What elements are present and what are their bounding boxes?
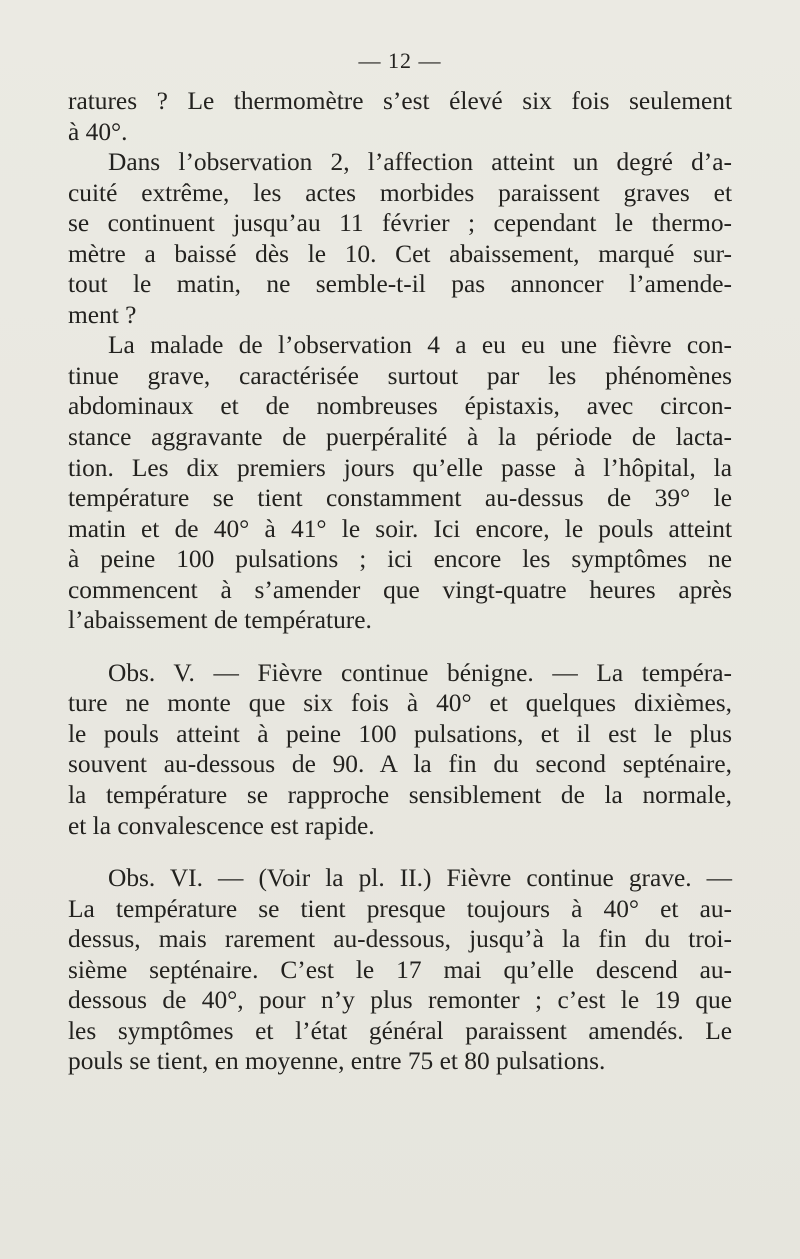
paragraph-obs-v [68,658,732,841]
text-line: tion. Les dix premiers jours qu’elle passe à l’hôpital, la [68,453,732,482]
text-line: ratures ? Le thermomètre s’est élevé six fois seulement [68,87,732,115]
text-line: dessus, mais rarement au-dessous, jusqu’à la fin du troi- [68,925,732,954]
text-line: matin et de 40° à 41° le soir. Ici encore, le pouls atteint [68,514,732,543]
text-line: pouls se tient, en moyenne, entre 75 et 80 pulsations. [68,1047,606,1076]
text-line: stance aggravante de puerpéralité à la période de lacta- [68,423,732,452]
page-number: — 12 — [358,48,442,73]
text-line: cuité extrême, les actes morbides paraissent graves et [68,178,732,207]
text-line: l’abaissement de température. [68,606,372,635]
text-line: à peine 100 pulsations ; ici encore les symptômes ne [68,545,732,574]
text-line: abdominaux et de nombreuses épistaxis, avec circon- [68,392,732,421]
text-line: et la convalescence est rapide. [68,811,375,840]
text-line: Dans l’observation 2, l’affection atteint un degré d’a- [108,148,732,177]
text-line: tinue grave, caractérisée surtout par les phénomènes [68,361,732,390]
text-line: dessous de 40°, pour n’y plus remonter ; c’est le 19 que [68,986,732,1015]
paragraph-observation-2 [68,147,732,330]
text-line: Obs. VI. — (Voir la pl. II.) Fièvre continue grave. — [108,864,732,893]
paragraph-observation-4 [68,330,732,635]
paragraph-continuation [68,86,732,147]
text-line: se continuent jusqu’au 11 février ; cependant le thermo- [68,209,732,238]
text-line: tout le matin, ne semble-t-il pas annoncer l’amende- [68,270,732,299]
paragraph-obs-vi [68,863,732,1077]
text-line: température se tient constamment au-dessus de 39° le [68,484,732,513]
text-line: commencent à s’amender que vingt-quatre heures après [68,575,732,604]
page-body [68,86,732,1077]
text-line: souvent au-dessous de 90. A la fin du second septénaire, [68,750,732,779]
text-line: le pouls atteint à peine 100 pulsations, et il est le plus [68,719,732,748]
text-line: ment ? [68,300,137,329]
text-line: La température se tient presque toujours à 40° et au- [68,894,732,923]
text-line: ture ne monte que six fois à 40° et quelques dixièmes, [68,689,732,718]
text-line: mètre a baissé dès le 10. Cet abaissement, marqué sur- [68,239,732,268]
text-line: à 40°. [68,117,128,146]
text-line: les symptômes et l’état général paraissent amendés. Le [68,1016,732,1045]
text-line: La malade de l’observation 4 a eu eu une fièvre con- [108,331,732,360]
text-line: la température se rapproche sensiblement de la normale, [68,781,732,810]
text-line: sième septénaire. C’est le 17 mai qu’elle descend au- [68,955,732,984]
text-line: Obs. V. — Fièvre continue bénigne. — La tempéra- [108,658,732,687]
